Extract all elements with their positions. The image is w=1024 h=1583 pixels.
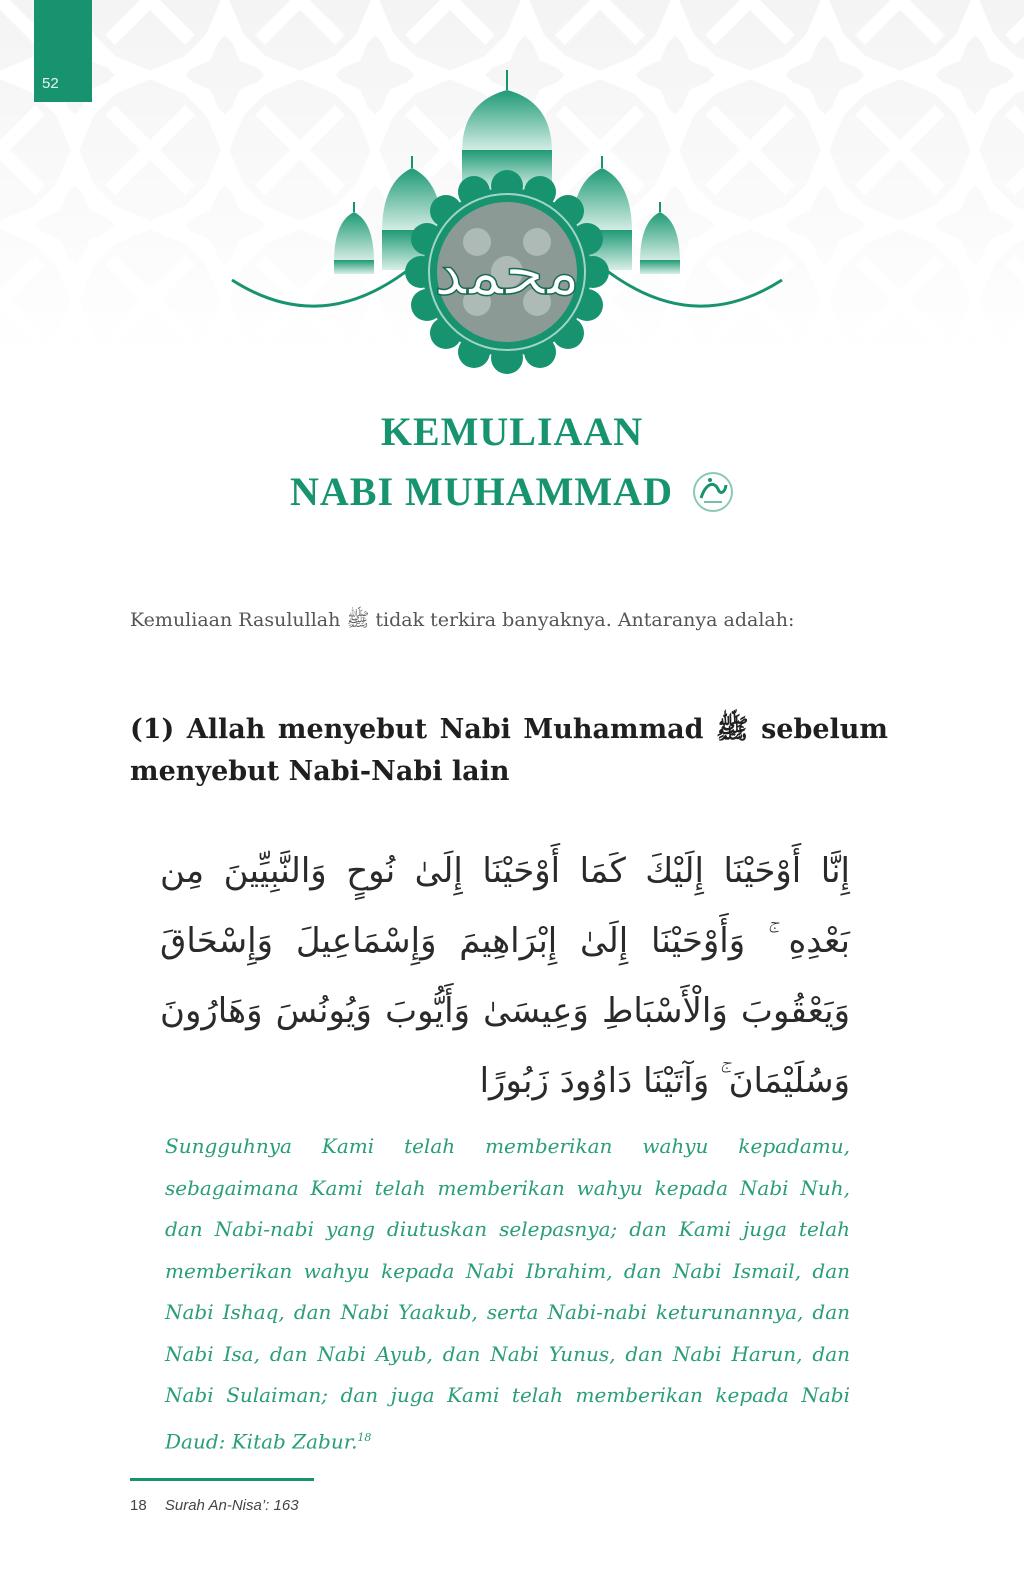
page-number-tab (34, 0, 92, 102)
footnote-divider (130, 1478, 314, 1481)
verse-translation (165, 1126, 850, 1463)
arabic-verse: إِنَّا أَوْحَيْنَا إِلَيْكَ كَمَا أَوْحَيْنَا إِلَىٰ نُوحٍ وَالنَّبِيِّينَ مِن بَعْدِهِ ۚ وَأَوْحَيْنَا إِلَىٰ إِبْرَاهِيمَ وَإِسْمَاعِيلَ وَإِسْحَاقَ وَيَعْقُوبَ وَالْأَسْبَاطِ وَعِيسَىٰ وَأَيُّوبَ وَيُونُسَ وَهَارُونَ وَسُلَيْمَانَ ۚ وَآتَيْنَا دَاوُودَ زَبُورًا (160, 851, 850, 1101)
footnote-ref: 18 (357, 1430, 372, 1444)
intro-paragraph: Kemuliaan Rasulullah ﷺ tidak terkira banyaknya. Antaranya adalah: (130, 609, 795, 631)
salawat-icon (692, 471, 734, 513)
translation-text: Sungguhnya Kami telah memberikan wahyu kepadamu, sebagaimana Kami telah memberikan wahyu kepada Nabi Nuh, dan Nabi-nabi yang diutuskan selepasnya; dan Kami juga telah memberikan wahyu kepada Nabi Ibrahim, dan Nabi Ismail, dan Nabi Ishaq, dan Nabi Yaakub, serta Nabi-nabi keturunannya, dan Nabi Isa, dan Nabi Ayub, dan Nabi Yunus, dan Nabi Harun, dan Nabi Sulaiman; dan juga Kami telah memberikan kepada Nabi Daud: Kitab Zabur. (165, 1134, 850, 1454)
title-line-2-text: NABI MUHAMMAD (290, 469, 673, 514)
title-line-2 (0, 468, 1024, 515)
footnote-source: Surah An-Nisa’: 163 (164, 1497, 299, 1514)
footnote (130, 1497, 299, 1514)
calligraphy-text: محمد (433, 236, 581, 310)
footnote-number: 18 (130, 1497, 147, 1514)
section-heading: (1) Allah menyebut Nabi Muhammad ﷺ sebelum menyebut Nabi-Nabi lain (130, 714, 888, 787)
title-line-1: KEMULIAAN (380, 409, 644, 454)
mosque-muhammad-calligraphy-icon (222, 62, 792, 382)
page-number: 52 (42, 75, 59, 92)
